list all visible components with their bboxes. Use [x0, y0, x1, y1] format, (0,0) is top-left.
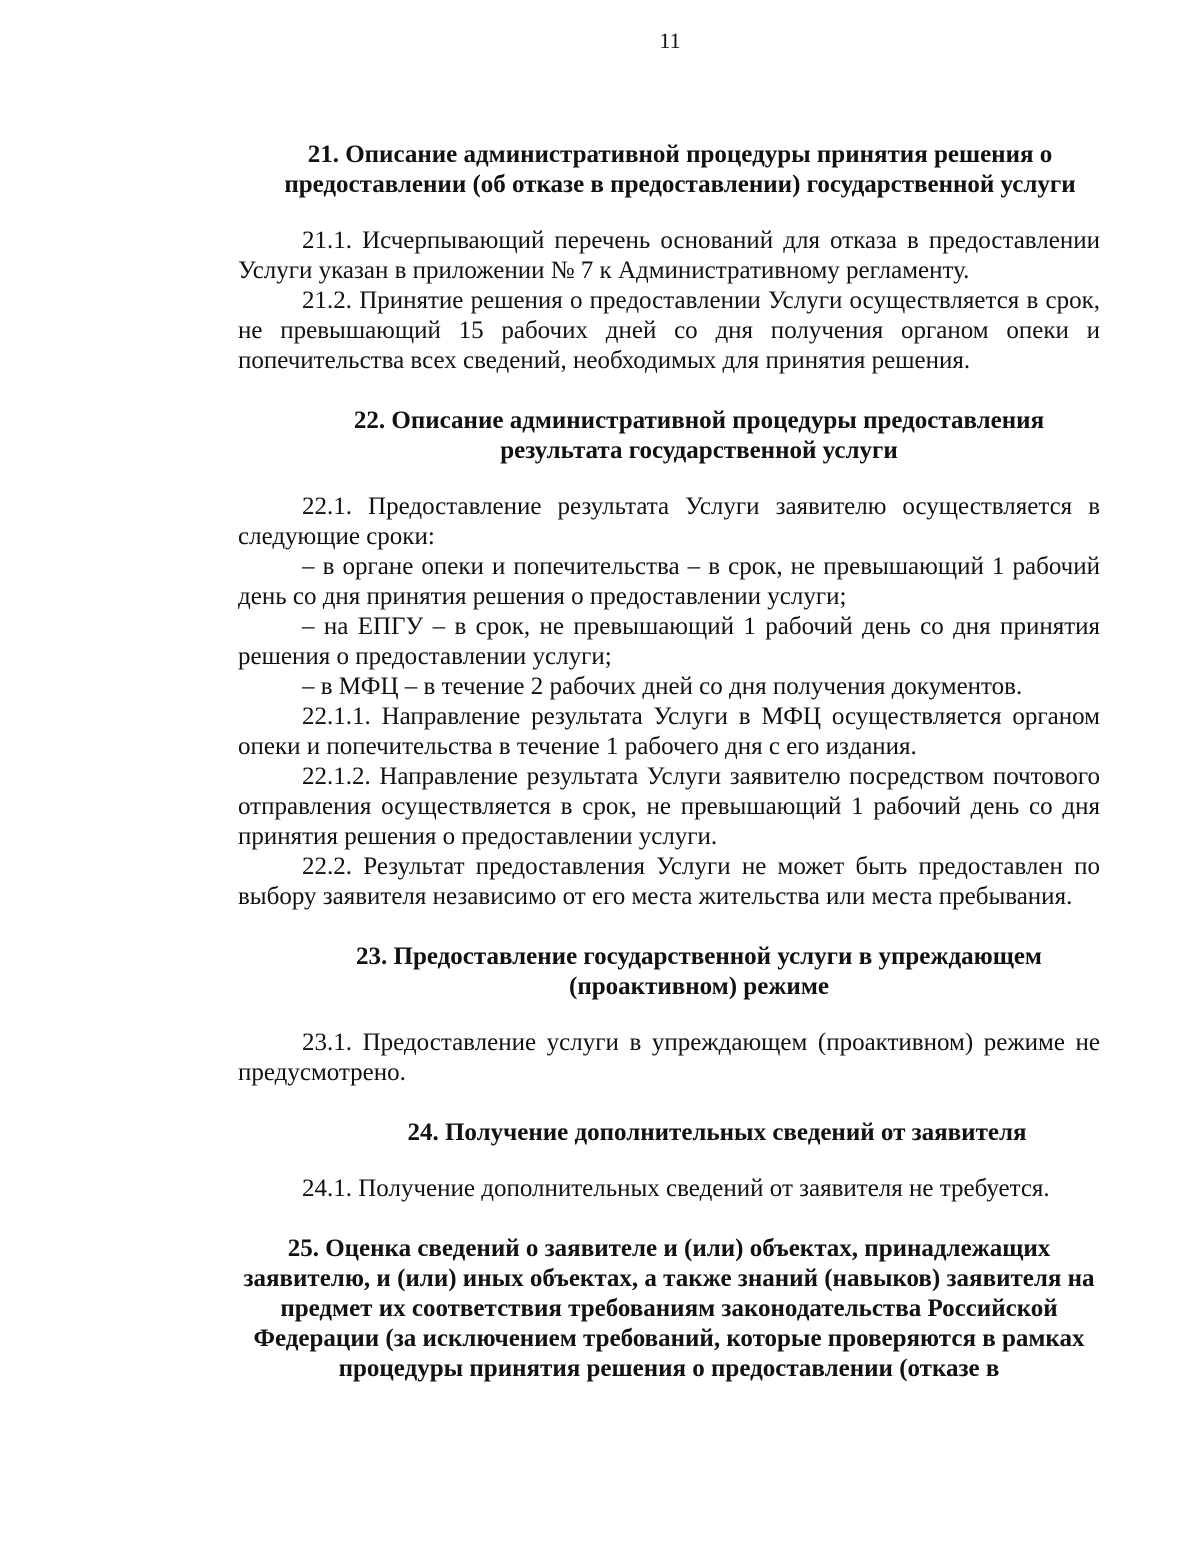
page-number: 11	[659, 28, 681, 53]
paragraph-22-1-item-1: – в органе опеки и попечительства – в срок, не превышающий 1 рабочий день со дня принятия решения о предоставлении услуги;	[238, 553, 1100, 610]
section-25-heading: 25. Оценка сведений о заявителе и (или) объектах, принадлежащих заявителю, и (или) иных объектах, а также знаний (навыков) заявителя на предмет их соответствия требованиям законодательства Российской Федерации (за исключением требований, которые проверяются в рамках процедуры принятия решения о предоставлении (отказе в	[243, 1235, 1095, 1382]
paragraph-24-1: 24.1. Получение дополнительных сведений от заявителя не требуется.	[302, 1175, 1050, 1202]
paragraph-22-1-1: 22.1.1. Направление результата Услуги в МФЦ осуществляется органом опеки и попечительства в течение 1 рабочего дня с его издания.	[238, 703, 1100, 760]
paragraph-22-1-2: 22.1.2. Направление результата Услуги заявителю посредством почтового отправления осуществляется в срок, не превышающий 1 рабочий день со дня принятия решения о предоставлении услуги.	[238, 763, 1100, 850]
paragraph-22-1: 22.1. Предоставление результата Услуги заявителю осуществляется в следующие сроки:	[238, 493, 1100, 550]
paragraph-23-1: 23.1. Предоставление услуги в упреждающем (проактивном) режиме не предусмотрено.	[238, 1029, 1100, 1086]
section-23-heading: 23. Предоставление государственной услуги в упреждающем (проактивном) режиме	[356, 943, 1042, 1000]
section-24-heading: 24. Получение дополнительных сведений от заявителя	[407, 1119, 1027, 1146]
section-22-heading: 22. Описание административной процедуры предоставления результата государственной услуги	[353, 407, 1045, 464]
section-21-heading: 21. Описание административной процедуры принятия решения о предоставлении (об отказе в предоставлении) государственной услуги	[284, 141, 1076, 198]
paragraph-21-2: 21.2. Принятие решения о предоставлении Услуги осуществляется в срок, не превышающий 15 рабочих дней со дня получения органом опеки и попечительства всех сведений, необходимых для принятия решения.	[238, 287, 1100, 374]
paragraph-21-1: 21.1. Исчерпывающий перечень оснований для отказа в предоставлении Услуги указан в приложении № 7 к Административному регламенту.	[238, 227, 1100, 284]
paragraph-22-2: 22.2. Результат предоставления Услуги не может быть предоставлен по выбору заявителя независимо от его места жительства или места пребывания.	[238, 853, 1100, 910]
paragraph-22-1-item-3: – в МФЦ – в течение 2 рабочих дней со дня получения документов.	[302, 673, 1023, 700]
document-body	[238, 140, 1100, 1384]
paragraph-22-1-item-2: – на ЕПГУ – в срок, не превышающий 1 рабочий день со дня принятия решения о предоставлении услуги;	[238, 613, 1100, 670]
